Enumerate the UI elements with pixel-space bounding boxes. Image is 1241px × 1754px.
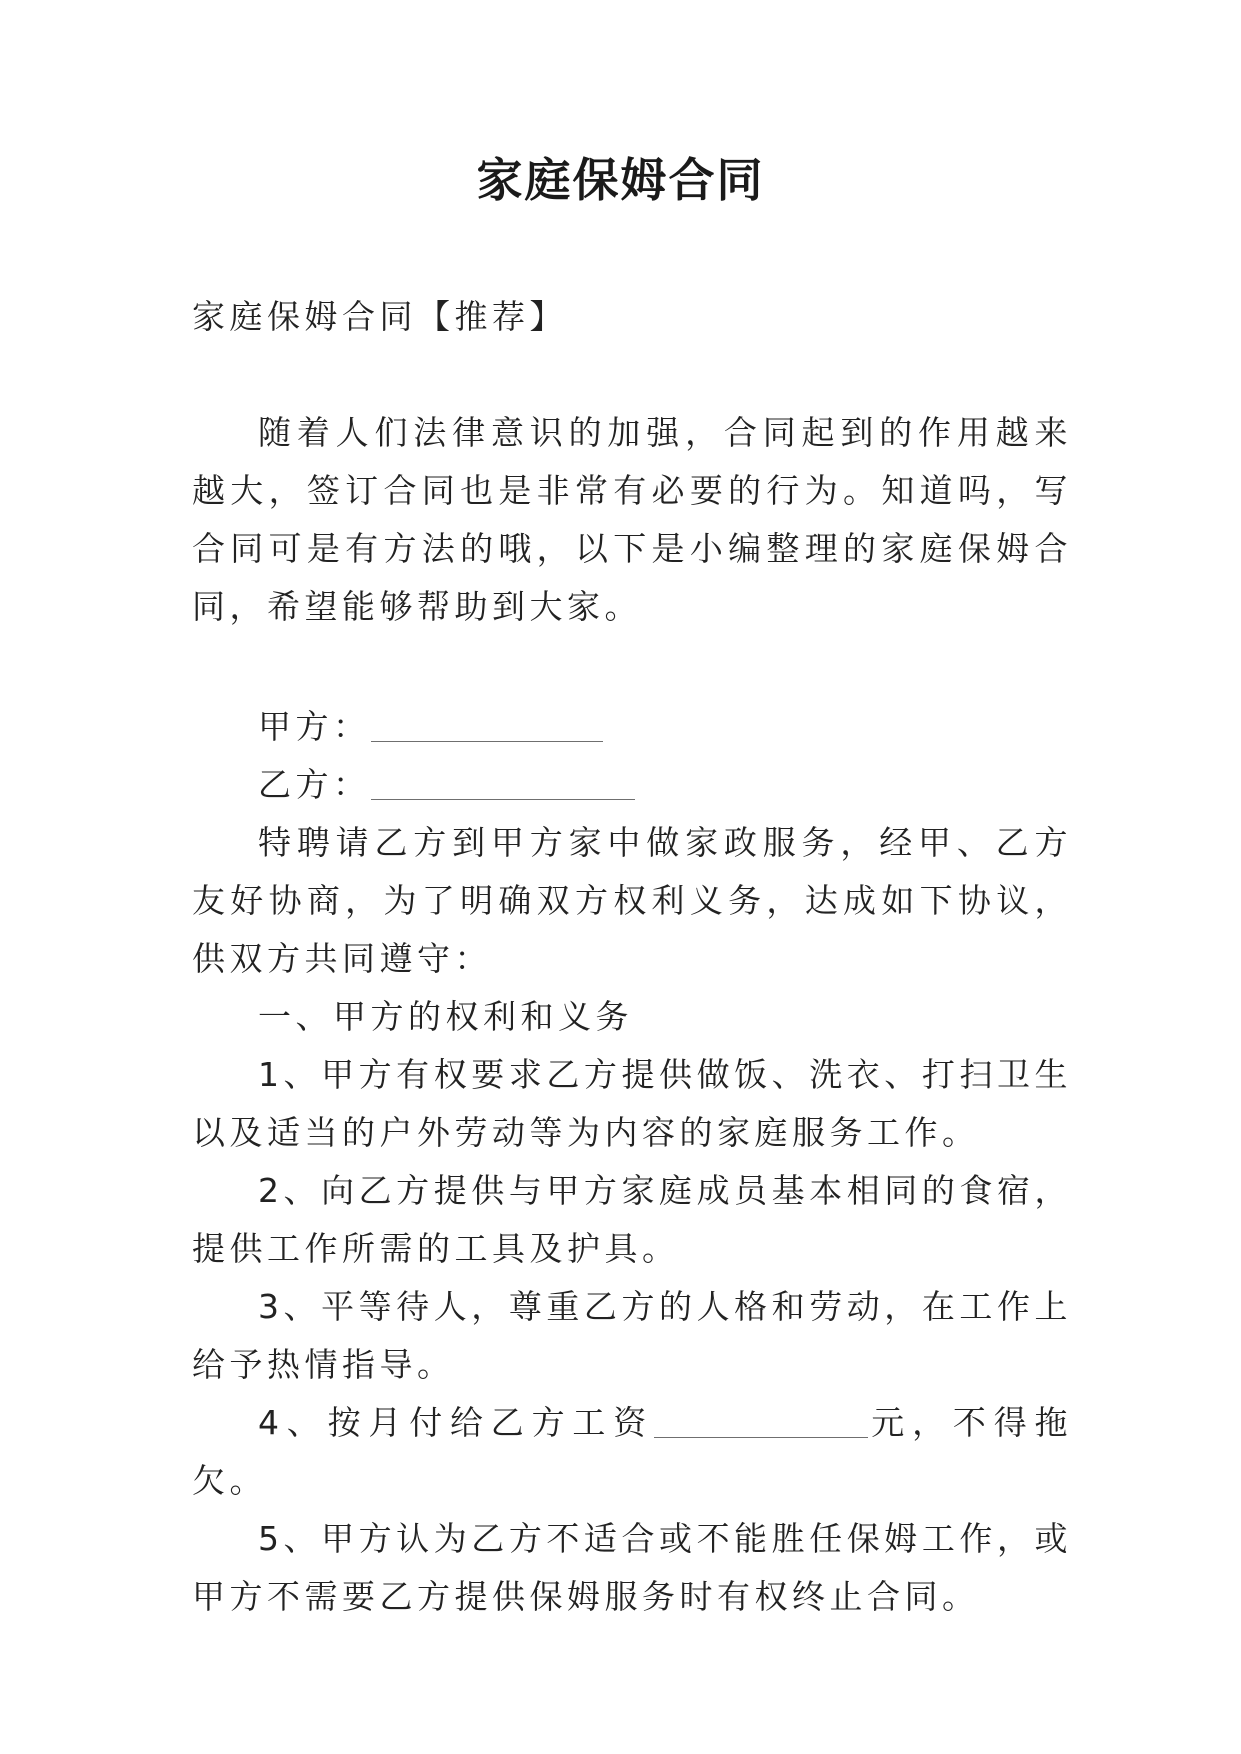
party-b-blank	[371, 761, 635, 800]
preamble-paragraph: 特聘请乙方到甲方家中做家政服务，经甲、乙方友好协商，为了明确双方权利义务，达成如下协议，供双方共同遵守：	[192, 823, 1072, 978]
party-a-line	[192, 698, 1072, 756]
clause-4-text-before: 4、按月付给乙方工资	[258, 1403, 654, 1442]
clause-1: 1、甲方有权要求乙方提供做饭、洗衣、打扫卫生以及适当的户外劳动等为内容的家庭服务工作。	[192, 1055, 1072, 1152]
clause-3: 3、平等待人，尊重乙方的人格和劳动，在工作上给予热情指导。	[192, 1287, 1072, 1384]
document-title: 家庭保姆合同	[476, 153, 765, 207]
party-b-line	[192, 756, 1072, 814]
document-subtitle	[192, 288, 1072, 346]
clause-5: 5、甲方认为乙方不适合或不能胜任保姆工作，或甲方不需要乙方提供保姆服务时有权终止合同。	[192, 1519, 1072, 1616]
clause-2: 2、向乙方提供与甲方家庭成员基本相同的食宿，提供工作所需的工具及护具。	[192, 1171, 1072, 1268]
party-b-label: 乙方：	[258, 765, 371, 804]
clause-4-text-after: 元，不得拖欠。	[192, 1403, 1073, 1500]
subtitle-line: 家庭保姆合同【推荐】	[192, 297, 567, 336]
clause-4	[192, 1394, 1072, 1510]
intro-paragraph: 随着人们法律意识的加强，合同起到的作用越来越大，签订合同也是非常有必要的行为。知道吗，写合同可是有方法的哦，以下是小编整理的家庭保姆合同，希望能够帮助到大家。	[192, 413, 1072, 626]
intro-section	[192, 404, 1072, 636]
party-a-label: 甲方：	[258, 707, 371, 746]
party-a-blank	[371, 703, 603, 742]
salary-blank	[654, 1399, 868, 1438]
section-1-heading: 一、甲方的权利和义务	[258, 997, 633, 1036]
contract-body	[192, 698, 1072, 1626]
